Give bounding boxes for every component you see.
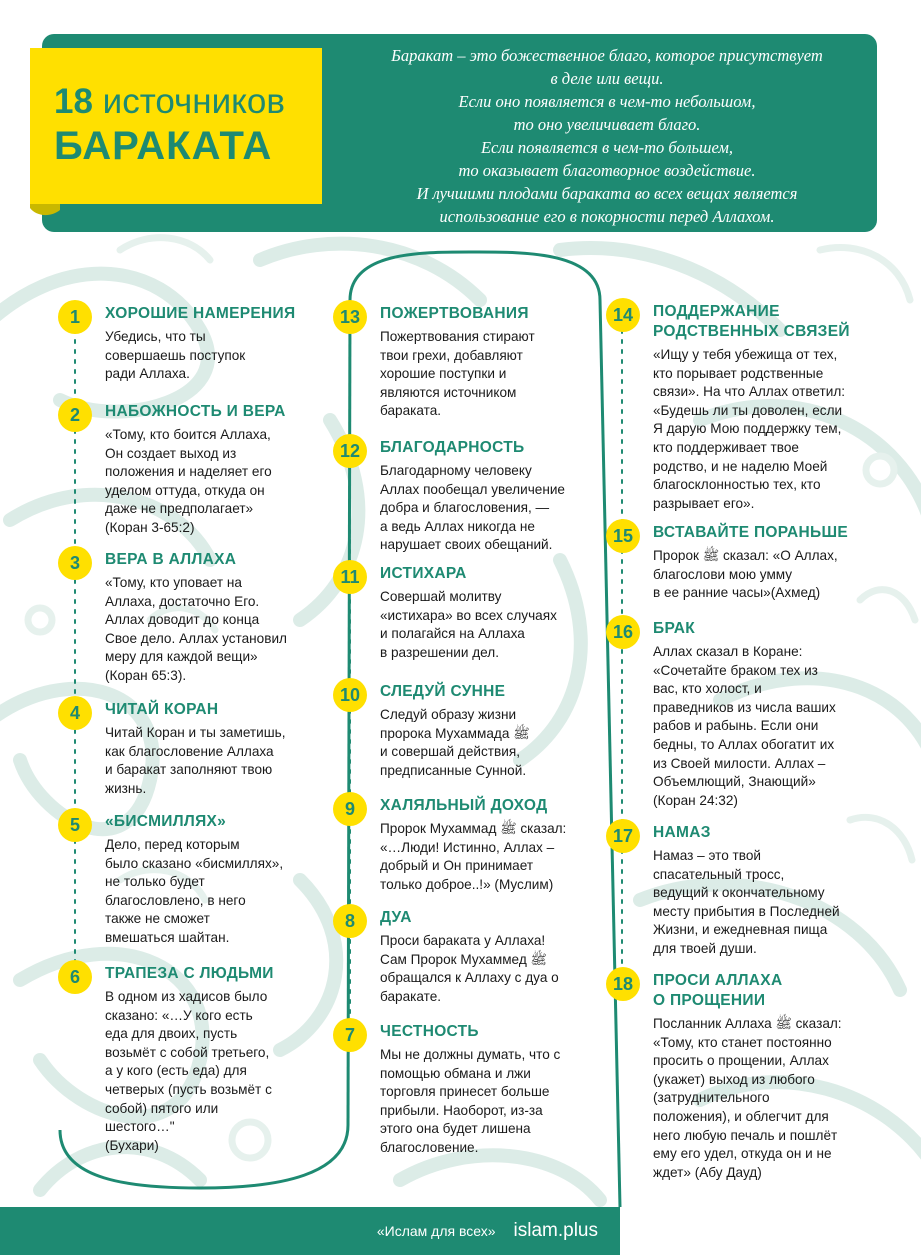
item-description-line: вмешаться шайтан. [105, 929, 230, 945]
item-title [380, 1022, 479, 1042]
item-description-line: ему его удел, откуда он и не [653, 1146, 832, 1162]
item-description-line: месту прибытия в Последней [653, 903, 840, 919]
number-badge: 11 [333, 560, 367, 594]
item-title-line: СЛЕДУЙ СУННЕ [380, 683, 506, 700]
item-description-line: помощью обмана и лжи [380, 1065, 531, 1081]
item-description-line: (затруднительного [653, 1090, 770, 1106]
item-description-line: праведников из числа ваших [653, 699, 836, 715]
item-description-line: благосклонностью тех, кто [653, 477, 821, 493]
item-description-line: Убедись, что ты [105, 329, 206, 344]
number-badge: 10 [333, 678, 367, 712]
item-description-line: (Бухари) [105, 1137, 159, 1153]
item-description-line: в ее ранние часы»(Ахмед) [653, 585, 821, 601]
item-description-line: «Тому, кто уповает на [105, 575, 242, 590]
item-description-line: Аллах доводит до конца [105, 612, 260, 628]
item-description [105, 724, 286, 798]
item-title-line: ЧЕСТНОСТЬ [380, 1023, 479, 1040]
item-description-line: только доброе..!» (Муслим) [380, 876, 554, 892]
item-description-line: собой) пятого или [105, 1100, 219, 1116]
item-description-line: Пророк Мухаммад ﷺ сказал: [380, 821, 567, 836]
number-badge: 4 [58, 696, 92, 730]
item-description-line: «Тому, кто боится Аллаха, [105, 427, 271, 442]
item-description-line: также не сможет [105, 911, 210, 927]
item-description-line: Свое дело. Аллах установил [105, 630, 287, 646]
item-title-line: ТРАПЕЗА С ЛЮДЬМИ [105, 965, 274, 982]
item-description-line: и баракат заполняют твою [105, 762, 273, 778]
item-description-line: положения и наделяет его [105, 464, 272, 480]
item-description-line: Аллаха, достаточно Его. [105, 593, 260, 609]
item-description-line: Совершай молитву [380, 589, 502, 604]
item-description-line: еда для двоих, пусть [105, 1026, 238, 1042]
number-badge: 7 [333, 1018, 367, 1052]
item-description [380, 706, 530, 780]
item-description-line: (Коран 3-65:2) [105, 519, 195, 535]
item-description-line: баракате. [380, 988, 442, 1004]
item-description-line: совершаешь поступок [105, 347, 246, 363]
item-title [653, 523, 848, 543]
item-description [653, 643, 836, 810]
item-description-line: просить о прощении, Аллах [653, 1053, 829, 1069]
item-description-line: как благословение Аллаха [105, 743, 274, 759]
item-description-line: меру для каждой вещи» [105, 649, 258, 665]
item-description-line: «истихара» во всех случаях [380, 607, 557, 623]
item-description-line: из Своей милости. Аллах – [653, 755, 826, 771]
item-description-line: Аллах сказал в Коране: [653, 644, 803, 659]
header-quote-line: то оно увеличивает благо. [513, 115, 701, 134]
item-description [380, 932, 559, 1006]
item-description-line: благословение. [380, 1139, 479, 1155]
title-number: 18 [54, 82, 93, 121]
item-title [105, 550, 236, 570]
item-description-line: Пророк ﷺ сказал: «О Аллах, [653, 548, 838, 563]
item-description-line: пророка Мухаммада ﷺ [380, 725, 530, 741]
header-quote-line: то оказывает благотворное воздействие. [458, 161, 756, 180]
page-title-line1 [54, 82, 322, 122]
item-description-line: не только будет [105, 874, 205, 890]
item-title [380, 908, 412, 928]
item-description-line: шестого…" [105, 1119, 175, 1135]
item-description-line: «Будешь ли ты доволен, если [653, 402, 843, 418]
item-title [105, 402, 286, 422]
item-description-line: жизнь. [105, 780, 147, 796]
item-description [653, 1015, 842, 1182]
item-description-line: бараката. [380, 403, 442, 419]
number-badge: 1 [58, 300, 92, 334]
item-description-line: разрывает его». [653, 495, 755, 511]
item-description-line: «Тому, кто станет постоянно [653, 1034, 832, 1050]
item-description-line: прибыли. Наоборот, из-за [380, 1102, 543, 1118]
item-description-line: а у кого (есть еда) для [105, 1063, 247, 1079]
item-title-line: ХАЛЯЛЬНЫЙ ДОХОД [380, 797, 548, 814]
item-title [380, 796, 547, 816]
item-description-line: хорошие поступки и [380, 366, 507, 382]
item-description-line: Объемлющий, Знающий» [653, 774, 816, 790]
header-quote-line: Если оно появляется в чем-то небольшом, [458, 92, 756, 111]
number-badge: 6 [58, 960, 92, 994]
item-title [380, 438, 524, 458]
item-description-line: благословлено, в него [105, 892, 246, 908]
item-description-line: Следуй образу жизни [380, 707, 517, 722]
number-badge: 15 [606, 519, 640, 553]
item-title-line: БЛАГОДАРНОСТЬ [380, 439, 525, 456]
item-description-line: родство, и не наделю Моей [653, 458, 828, 474]
item-title [105, 964, 274, 984]
item-description-line: (Коран 65:3). [105, 667, 187, 683]
item-description-line: (укажет) выход из любого [653, 1071, 815, 1087]
item-description-line: обращался к Аллаху с дуа о [380, 970, 559, 986]
header-quote-line: использование его в покорности перед Аллахом. [439, 207, 775, 226]
item-description-line: кто порывает родственные [653, 365, 824, 381]
item-description [380, 820, 566, 894]
header-quote-line: в деле или вещи. [550, 69, 664, 88]
footer-tagline: «Ислам для всех» [376, 1223, 496, 1239]
item-description-line: Читай Коран и ты заметишь, [105, 725, 286, 740]
item-description-line: нарушает своих обещаний. [380, 537, 553, 553]
item-description-line: Аллах пообещал увеличение [380, 481, 565, 497]
item-title-line: ИСТИХАРА [380, 565, 467, 582]
item-description [105, 836, 283, 948]
item-description-line: спасательный тросс, [653, 866, 785, 882]
item-title [653, 302, 850, 342]
number-badge: 13 [333, 300, 367, 334]
number-badge: 9 [333, 792, 367, 826]
item-description [105, 988, 272, 1155]
number-badge: 12 [333, 434, 367, 468]
item-title [380, 304, 529, 324]
item-description [653, 847, 840, 959]
item-description-line: ждет» (Абу Дауд) [653, 1164, 762, 1180]
page-title-line2: БАРАКАТА [54, 124, 273, 168]
item-description-line: «Сочетайте браком тех из [653, 662, 818, 678]
item-description-line: Посланник Аллаха ﷺ сказал: [653, 1016, 842, 1031]
item-description [105, 426, 272, 538]
item-description [653, 346, 845, 513]
number-badge: 17 [606, 819, 640, 853]
item-description-line: Мы не должны думать, что с [380, 1047, 561, 1062]
item-description-line: кто поддерживает твое [653, 439, 799, 455]
item-title-line: ПРОСИ АЛЛАХА [653, 972, 783, 989]
item-description [380, 1046, 560, 1158]
item-title-line: ПОЖЕРТВОВАНИЯ [380, 305, 529, 322]
title-word: источников [102, 82, 285, 121]
number-badge: 8 [333, 904, 367, 938]
item-title [105, 700, 218, 720]
item-description-line: сказано: «…У кого есть [105, 1007, 253, 1023]
item-title-line: О ПРОЩЕНИИ [653, 992, 766, 1009]
item-description-line: Проси бараката у Аллаха! [380, 933, 546, 948]
number-badge: 16 [606, 615, 640, 649]
item-description-line: благослови мою умму [653, 566, 793, 582]
number-badge: 18 [606, 967, 640, 1001]
title-tab [30, 48, 322, 204]
item-title-line: «БИСМИЛЛЯХ» [105, 813, 227, 830]
item-description-line: бедны, то Аллах обогатит их [653, 736, 835, 752]
item-title-line: ВЕРА В АЛЛАХА [105, 551, 237, 568]
header-quote-line: И лучшими плодами бараката во всех вещах является [416, 184, 798, 203]
item-description-line: Он создает выход из [105, 445, 237, 461]
item-title-line: ДУА [380, 909, 412, 926]
item-title-line: БРАК [653, 620, 695, 637]
item-description-line: и полагайся на Аллаха [380, 626, 525, 642]
item-description-line: даже не предполагает» [105, 501, 254, 517]
item-title [105, 812, 226, 832]
item-title-line: ХОРОШИЕ НАМЕРЕНИЯ [105, 305, 296, 322]
item-description [380, 328, 535, 421]
item-description-line: уделом оттуда, откуда он [105, 482, 265, 498]
item-description-line: добрый и Он принимает [380, 858, 534, 874]
item-description-line: Дело, перед которым [105, 837, 240, 852]
item-description-line: положения), и облегчит для [653, 1108, 829, 1124]
item-description-line: предписанные Сунной. [380, 762, 527, 778]
item-description-line: ради Аллаха. [105, 366, 190, 382]
item-title-line: РОДСТВЕННЫХ СВЯЗЕЙ [653, 323, 850, 340]
item-description-line: этого она будет лишена [380, 1121, 531, 1137]
item-title [653, 619, 695, 639]
header-quote [338, 44, 876, 228]
item-description [380, 462, 565, 555]
item-description-line: торговля принесет больше [380, 1084, 550, 1100]
item-description-line: ведущий к окончательному [653, 885, 825, 901]
item-description-line: Пожертвования стирают [380, 329, 535, 344]
item-description-line: в разрешении дел. [380, 644, 500, 660]
item-title [653, 823, 711, 843]
item-title [380, 682, 505, 702]
item-description-line: для твоей души. [653, 940, 757, 956]
item-title [105, 304, 295, 324]
item-description-line: рабов и рабынь. Если они [653, 718, 819, 734]
item-title-line: НАБОЖНОСТЬ И ВЕРА [105, 403, 286, 420]
item-description-line: было сказано «бисмиллях», [105, 855, 284, 871]
item-title [380, 564, 467, 584]
item-title-line: ВСТАВАЙТЕ ПОРАНЬШЕ [653, 524, 848, 541]
item-description [105, 328, 245, 384]
item-description-line: а ведь Аллах никогда не [380, 518, 535, 534]
item-description [380, 588, 557, 662]
footer-site-link[interactable]: islam.plus [513, 1220, 598, 1241]
number-badge: 2 [58, 398, 92, 432]
item-description-line: В одном из хадисов было [105, 989, 268, 1004]
item-description-line: Сам Пророк Мухаммед ﷺ [380, 951, 547, 967]
item-description-line: Намаз – это твой [653, 848, 761, 863]
item-description-line: него любую печаль и пошлёт [653, 1127, 838, 1143]
item-title-line: НАМАЗ [653, 824, 711, 841]
item-description-line: вас, кто холост, и [653, 681, 762, 697]
item-description-line: возьмёт с собой третьего, [105, 1044, 270, 1060]
item-title-line: ЧИТАЙ КОРАН [105, 701, 219, 718]
number-badge: 5 [58, 808, 92, 842]
header-quote-line: Если появляется в чем-то большем, [480, 138, 734, 157]
item-title [653, 971, 782, 1011]
item-description-line: являются источником [380, 384, 517, 400]
item-description-line: твои грехи, добавляют [380, 347, 523, 363]
header-quote-line: Баракат – это божественное благо, которое присутствует [391, 46, 823, 65]
item-description-line: «…Люди! Истинно, Аллах – [380, 839, 555, 855]
number-badge: 14 [606, 298, 640, 332]
item-description-line: добра и благословения, — [380, 500, 550, 516]
item-description-line: «Ищу у тебя убежища от тех, [653, 347, 838, 362]
item-description-line: Благодарному человеку [380, 463, 532, 478]
item-description-line: (Коран 24:32) [653, 792, 738, 808]
item-description-line: связи». На что Аллах ответил: [653, 384, 846, 400]
item-description-line: Жизни, и ежедневная пища [653, 922, 828, 938]
item-description [105, 574, 287, 686]
item-description-line: четверых (пусть возьмёт с [105, 1081, 272, 1097]
item-title-line: ПОДДЕРЖАНИЕ [653, 303, 780, 320]
item-description [653, 547, 838, 603]
item-description-line: Я дарую Мою поддержку тем, [653, 421, 842, 437]
item-description-line: и совершай действия, [380, 744, 520, 760]
number-badge: 3 [58, 546, 92, 580]
footer-bar [0, 1207, 620, 1255]
